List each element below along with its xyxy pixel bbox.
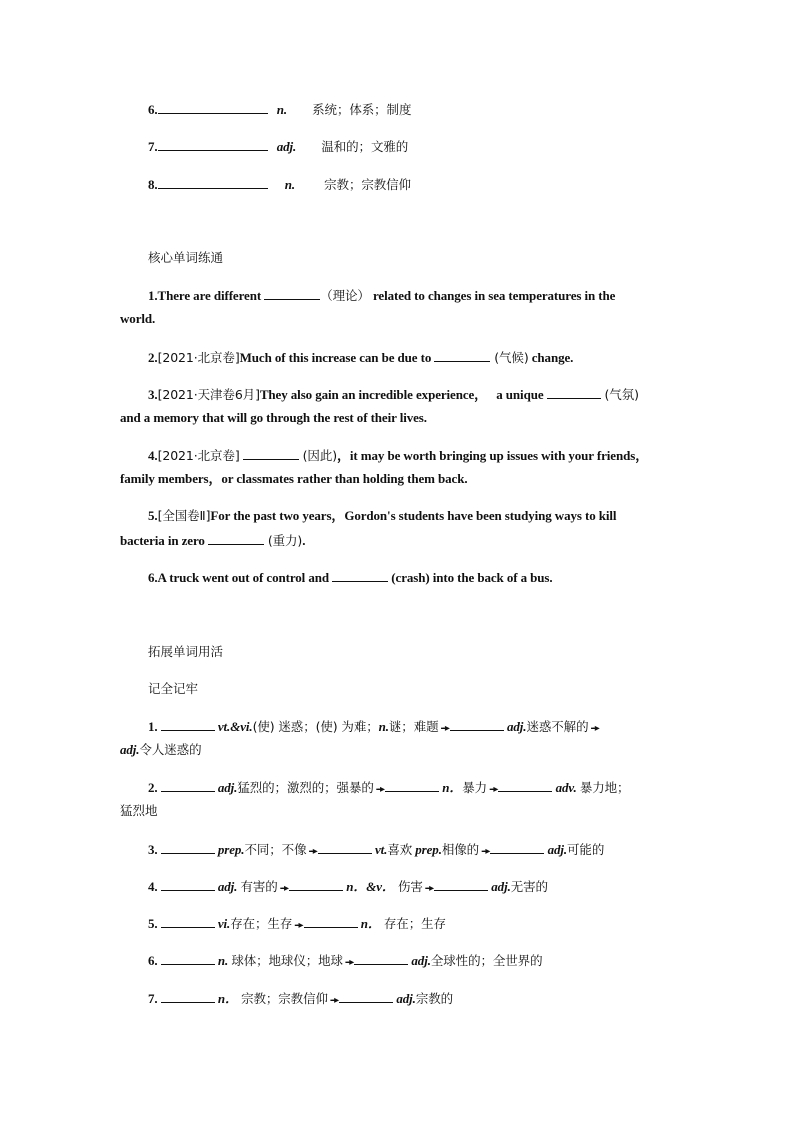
meaning: 相像的 xyxy=(441,842,480,857)
answer-blank[interactable] xyxy=(490,841,544,854)
source-label: [全国卷Ⅱ] xyxy=(157,508,211,523)
question-text: They also gain an incredible experience， xyxy=(259,387,488,402)
arrow-icon: --▸ xyxy=(440,723,448,734)
part-of-speech: adv. xyxy=(555,780,577,795)
meaning: (使) 迷惑；(使) 为难； xyxy=(252,719,379,734)
hint: (气氛) xyxy=(600,387,639,402)
answer-blank[interactable] xyxy=(161,878,215,891)
meaning: 球体；地球仪；地球 xyxy=(231,953,343,968)
word-family-1-cont xyxy=(120,742,201,758)
source-label: [2021·北京卷] xyxy=(157,448,240,463)
meaning: 系统；体系；制度 xyxy=(312,102,412,117)
part-of-speech: adj. xyxy=(396,991,416,1006)
part-of-speech: adj. xyxy=(217,879,238,894)
item-number: 3. xyxy=(148,842,158,857)
hint: (因此) xyxy=(298,448,337,463)
question-text: a unique xyxy=(496,387,547,402)
answer-blank[interactable] xyxy=(158,138,268,151)
question-text: change. xyxy=(528,350,574,365)
word-family-3 xyxy=(148,841,604,860)
meaning: 全球性的；全世界的 xyxy=(430,953,543,968)
section-subheading: 记全记牢 xyxy=(148,681,199,696)
arrow-icon: --▸ xyxy=(279,883,288,894)
part-of-speech: n. xyxy=(378,719,389,734)
question-text: bacteria in zero xyxy=(120,533,208,548)
meaning: 存在；生存 xyxy=(230,916,293,931)
word-family-7 xyxy=(148,990,453,1009)
exercise-5 xyxy=(148,508,616,524)
item-number: 7. xyxy=(148,991,158,1006)
word-family-1 xyxy=(148,718,600,737)
item-number: 6. xyxy=(148,953,158,968)
meaning: 温和的；文雅的 xyxy=(321,139,409,154)
question-number: 5. xyxy=(148,508,158,523)
answer-blank[interactable] xyxy=(243,447,299,460)
item-number: 1. xyxy=(148,719,158,734)
answer-blank[interactable] xyxy=(498,779,552,792)
part-of-speech: n． xyxy=(217,991,238,1006)
arrow-icon: --▸ xyxy=(375,784,384,795)
word-family-4 xyxy=(148,878,548,897)
question-text: ，it may be worth bringing up issues with your friends， xyxy=(337,448,649,463)
meaning: 迷惑不解的 xyxy=(526,719,589,734)
item-number: 5. xyxy=(148,916,158,931)
part-of-speech: prep. xyxy=(415,842,442,857)
item-number: 6. xyxy=(148,102,158,117)
part-of-speech: adj. xyxy=(411,953,431,968)
part-of-speech: n． xyxy=(360,916,381,931)
item-number: 7. xyxy=(148,139,158,154)
answer-blank[interactable] xyxy=(161,779,215,792)
question-text: 6.A truck went out of control and xyxy=(148,570,333,585)
hint: (重力) xyxy=(263,533,303,548)
meaning: 伤害 xyxy=(397,879,423,894)
arrow-icon: --▸ xyxy=(489,784,497,795)
item-number: 4. xyxy=(148,879,158,894)
word-family-2-cont: 猛烈地 xyxy=(120,803,158,818)
hint: (crash) xyxy=(388,570,430,585)
answer-blank[interactable] xyxy=(161,841,215,854)
question-text: For the past two years，Gordon's students have been studying ways to kill xyxy=(210,508,617,523)
arrow-icon: --▸ xyxy=(344,957,353,968)
exercise-1-cont: world. xyxy=(120,311,156,326)
word-family-5 xyxy=(148,915,446,934)
source-label: [2021·北京卷] xyxy=(157,350,240,365)
question-text: . xyxy=(302,533,306,548)
answer-blank[interactable] xyxy=(289,878,343,891)
meaning: 暴力 xyxy=(462,780,488,795)
meaning: 暴力地； xyxy=(579,780,630,795)
answer-blank[interactable] xyxy=(332,569,388,582)
question-text: related to changes in sea temperatures in the xyxy=(369,288,616,303)
meaning: 无害的 xyxy=(510,879,548,894)
exercise-3 xyxy=(148,386,639,403)
meaning: 可能的 xyxy=(567,842,605,857)
answer-blank[interactable] xyxy=(161,915,215,928)
answer-blank[interactable] xyxy=(208,532,264,545)
part-of-speech: adj. xyxy=(507,719,527,734)
meaning: 宗教的 xyxy=(415,991,454,1006)
exercise-6 xyxy=(148,569,553,586)
answer-blank[interactable] xyxy=(450,718,504,731)
answer-blank[interactable] xyxy=(161,990,215,1003)
meaning: 有害的 xyxy=(240,879,278,894)
part-of-speech: n. xyxy=(217,953,229,968)
part-of-speech: vi. xyxy=(217,916,231,931)
hint: (气候) xyxy=(490,350,529,365)
part-of-speech: adj. xyxy=(217,780,238,795)
part-of-speech: prep. xyxy=(217,842,245,857)
arrow-icon: --▸ xyxy=(424,883,433,894)
answer-blank[interactable] xyxy=(304,915,358,928)
section-heading-core: 核心单词练通 xyxy=(148,250,224,265)
answer-blank[interactable] xyxy=(354,952,408,965)
part-of-speech: vt.&vi. xyxy=(217,719,253,734)
part-of-speech: n. xyxy=(276,102,287,117)
meaning: 宗教；宗教信仰 xyxy=(324,177,411,192)
meaning: 谜；难题 xyxy=(388,719,439,734)
part-of-speech: adj. xyxy=(491,879,511,894)
part-of-speech: adj. xyxy=(276,139,297,154)
vocab-item-7 xyxy=(148,138,408,155)
answer-blank[interactable] xyxy=(385,779,439,792)
meaning: 宗教；宗教信仰 xyxy=(241,991,328,1006)
source-label: [2021·天津卷6月] xyxy=(157,387,260,402)
exercise-1 xyxy=(148,287,615,304)
answer-blank[interactable] xyxy=(264,287,320,300)
exercise-5-cont xyxy=(120,532,305,549)
answer-blank[interactable] xyxy=(434,349,490,362)
item-number: 2. xyxy=(148,780,158,795)
meaning: 喜欢 xyxy=(387,842,413,857)
word-family-2 xyxy=(148,779,629,798)
answer-blank[interactable] xyxy=(434,878,488,891)
exercise-4 xyxy=(148,447,648,464)
meaning: 存在；生存 xyxy=(383,916,446,931)
arrow-icon: --▸ xyxy=(481,846,489,857)
arrow-icon: --▸ xyxy=(590,723,598,734)
exercise-4-cont: family members，or classmates rather than holding them back. xyxy=(120,471,468,486)
part-of-speech: adj. xyxy=(120,742,140,757)
question-text: 1.There are different xyxy=(148,288,265,303)
arrow-icon: --▸ xyxy=(308,846,316,857)
part-of-speech: n．&v． xyxy=(346,879,395,894)
meaning: 令人迷惑的 xyxy=(139,742,202,757)
item-number: 8. xyxy=(148,177,158,192)
answer-blank[interactable] xyxy=(158,176,268,189)
exercise-2 xyxy=(148,349,573,366)
vocab-item-8 xyxy=(148,176,411,193)
answer-blank[interactable] xyxy=(161,718,215,731)
answer-blank[interactable] xyxy=(318,841,372,854)
arrow-icon: --▸ xyxy=(329,995,338,1006)
question-number: 2. xyxy=(148,350,158,365)
answer-blank[interactable] xyxy=(547,386,601,399)
part-of-speech: vt. xyxy=(374,842,388,857)
question-number: 3. xyxy=(148,387,158,402)
question-number: 4. xyxy=(148,448,158,463)
meaning: 猛烈的；激烈的；强暴的 xyxy=(237,780,374,795)
part-of-speech: n． xyxy=(442,780,463,795)
answer-blank[interactable] xyxy=(158,101,268,114)
arrow-icon: --▸ xyxy=(294,920,302,931)
part-of-speech: n. xyxy=(284,177,295,192)
word-family-6 xyxy=(148,952,542,971)
part-of-speech: adj. xyxy=(547,842,568,857)
vocab-item-6 xyxy=(148,101,411,118)
exercise-3-cont: and a memory that will go through the rest of their lives. xyxy=(120,410,427,425)
question-text: Much of this increase can be due to xyxy=(239,350,435,365)
meaning: 不同；不像 xyxy=(244,842,307,857)
question-text: into the back of a bus. xyxy=(429,570,553,585)
section-heading-expand: 拓展单词用活 xyxy=(148,644,224,659)
answer-blank[interactable] xyxy=(339,990,393,1003)
hint: （理论） xyxy=(320,288,370,303)
answer-blank[interactable] xyxy=(161,952,215,965)
